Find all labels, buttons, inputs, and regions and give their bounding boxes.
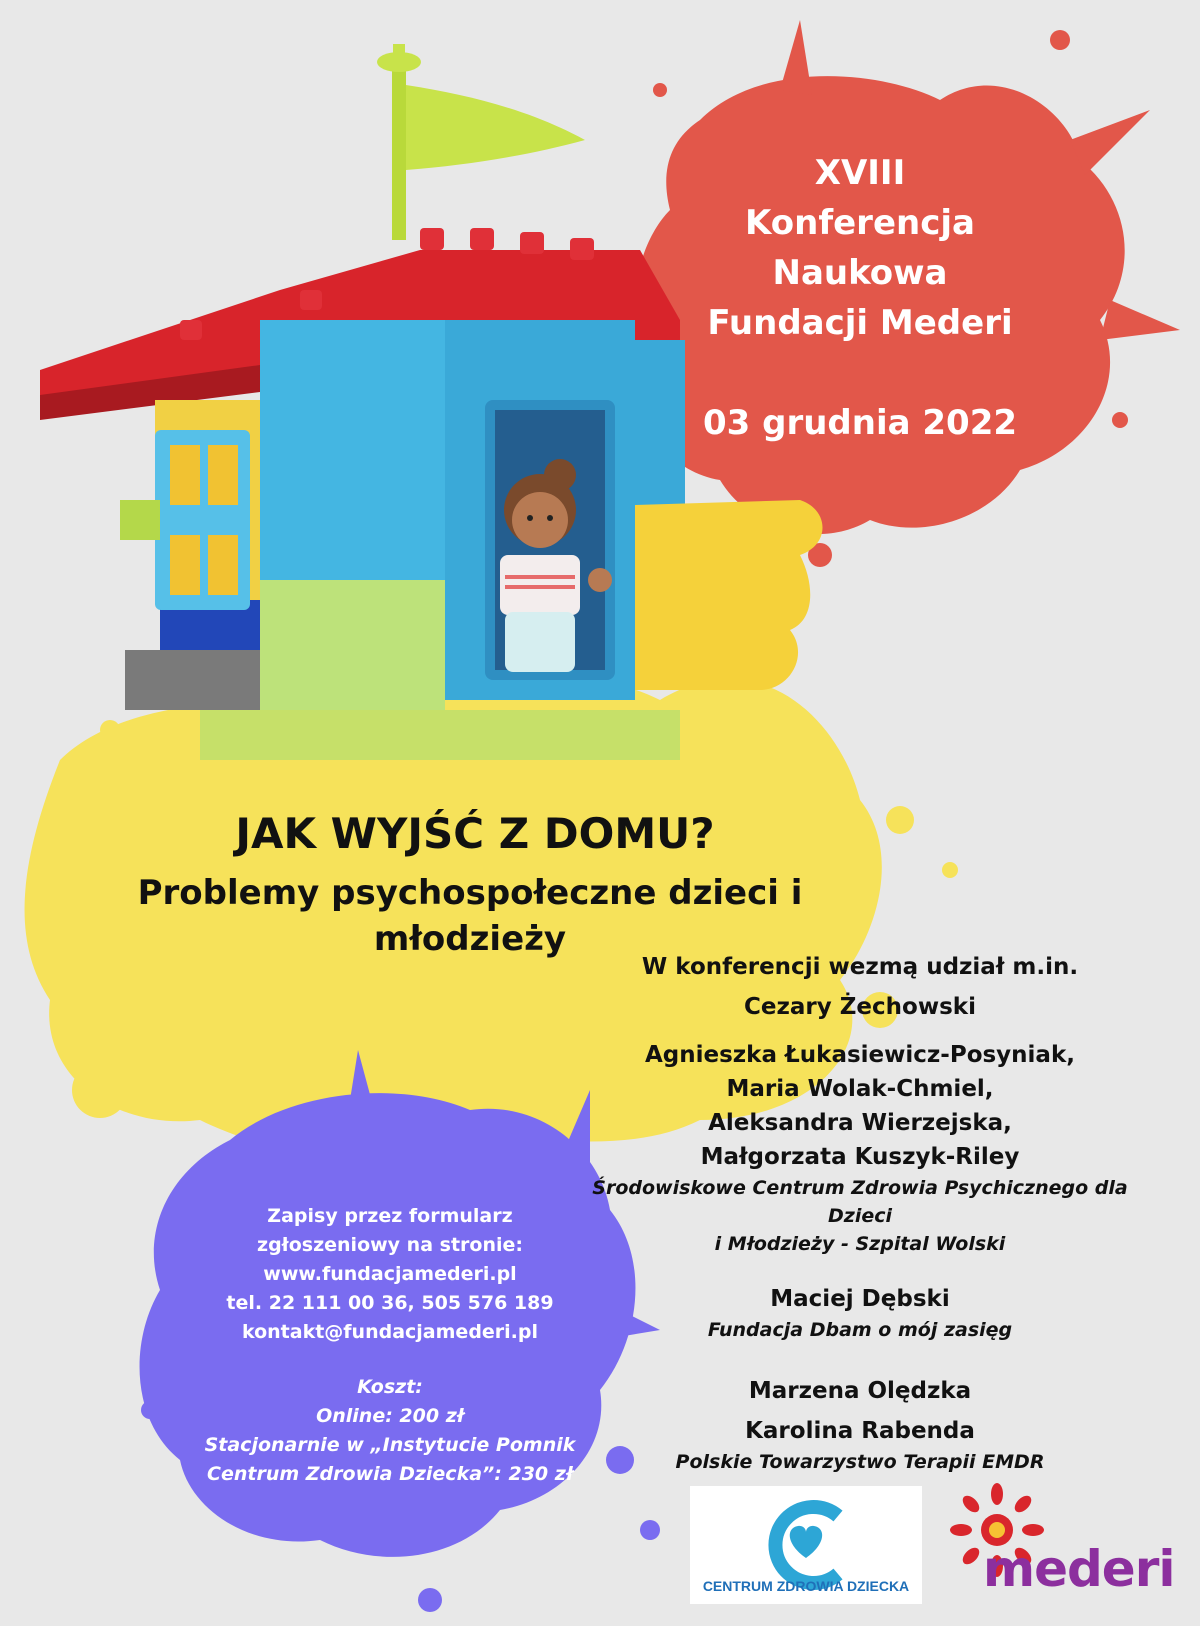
- speaker-name: Marzena Olędzka: [748, 1378, 972, 1404]
- speaker-name: Maria Wolak-Chmiel,: [726, 1076, 994, 1102]
- conference-title-line2: Fundacji Mederi: [707, 303, 1013, 343]
- speaker-name: Aleksandra Wierzejska,: [708, 1110, 1012, 1136]
- conference-edition: XVIII: [814, 153, 906, 193]
- headline-title: JAK WYJŚĆ Z DOMU?: [235, 809, 715, 858]
- conference-date: 03 grudnia 2022: [702, 403, 1018, 443]
- cost-onsite: Centrum Zdrowia Dziecka”: 230 zł: [207, 1463, 573, 1485]
- registration-email[interactable]: kontakt@fundacjamederi.pl: [241, 1321, 539, 1343]
- window: [155, 430, 250, 610]
- speaker-name: Karolina Rabenda: [745, 1418, 975, 1444]
- door-with-figure: [485, 400, 615, 680]
- conference-title-line1: Konferencja Naukowa: [745, 203, 975, 293]
- speakers-intro: W konferencji wezmą udział m.in.: [641, 954, 1079, 980]
- open-yellow-door: [635, 500, 823, 690]
- speaker-name: Małgorzata Kuszyk-Riley: [700, 1144, 1020, 1170]
- speaker-name: Maciej Dębski: [770, 1286, 950, 1312]
- registration-website[interactable]: www.fundacjamederi.pl: [263, 1263, 517, 1285]
- speaker-affiliation: Środowiskowe Centrum Zdrowia Psychicznego dla Dzieci: [592, 1177, 1128, 1227]
- cost-onsite: Stacjonarnie w „Instytucie Pomnik: [204, 1434, 576, 1456]
- flag: [377, 44, 585, 240]
- registration-line: zgłoszeniowy na stronie:: [257, 1234, 523, 1256]
- mederi-logo-text: mederi: [983, 1540, 1175, 1598]
- registration-line: Zapisy przez formularz: [267, 1205, 513, 1227]
- speaker-affiliation: i Młodzieży - Szpital Wolski: [714, 1233, 1006, 1255]
- speaker-name: Agnieszka Łukasiewicz-Posyniak,: [644, 1042, 1075, 1068]
- registration-info: [200, 1202, 580, 1489]
- conference-info: [660, 148, 1060, 448]
- czd-logo: [690, 1486, 922, 1604]
- speakers-list: [560, 950, 1160, 1476]
- speaker-affiliation: Polskie Towarzystwo Terapii EMDR: [675, 1451, 1045, 1473]
- headline-subtitle: Problemy psychospołeczne dzieci i młodzieży: [137, 873, 803, 959]
- cost-online: Online: 200 zł: [316, 1405, 464, 1427]
- side-block: [120, 500, 160, 540]
- registration-phone[interactable]: tel. 22 111 00 36, 505 576 189: [226, 1292, 554, 1314]
- mederi-logo: [945, 1480, 1185, 1616]
- cost-label: Koszt:: [357, 1376, 423, 1398]
- speaker-affiliation: Fundacja Dbam o mój zasięg: [707, 1319, 1013, 1341]
- speaker-name: Cezary Żechowski: [744, 994, 976, 1020]
- czd-logo-text: CENTRUM ZDROWIA DZIECKA: [702, 1578, 910, 1594]
